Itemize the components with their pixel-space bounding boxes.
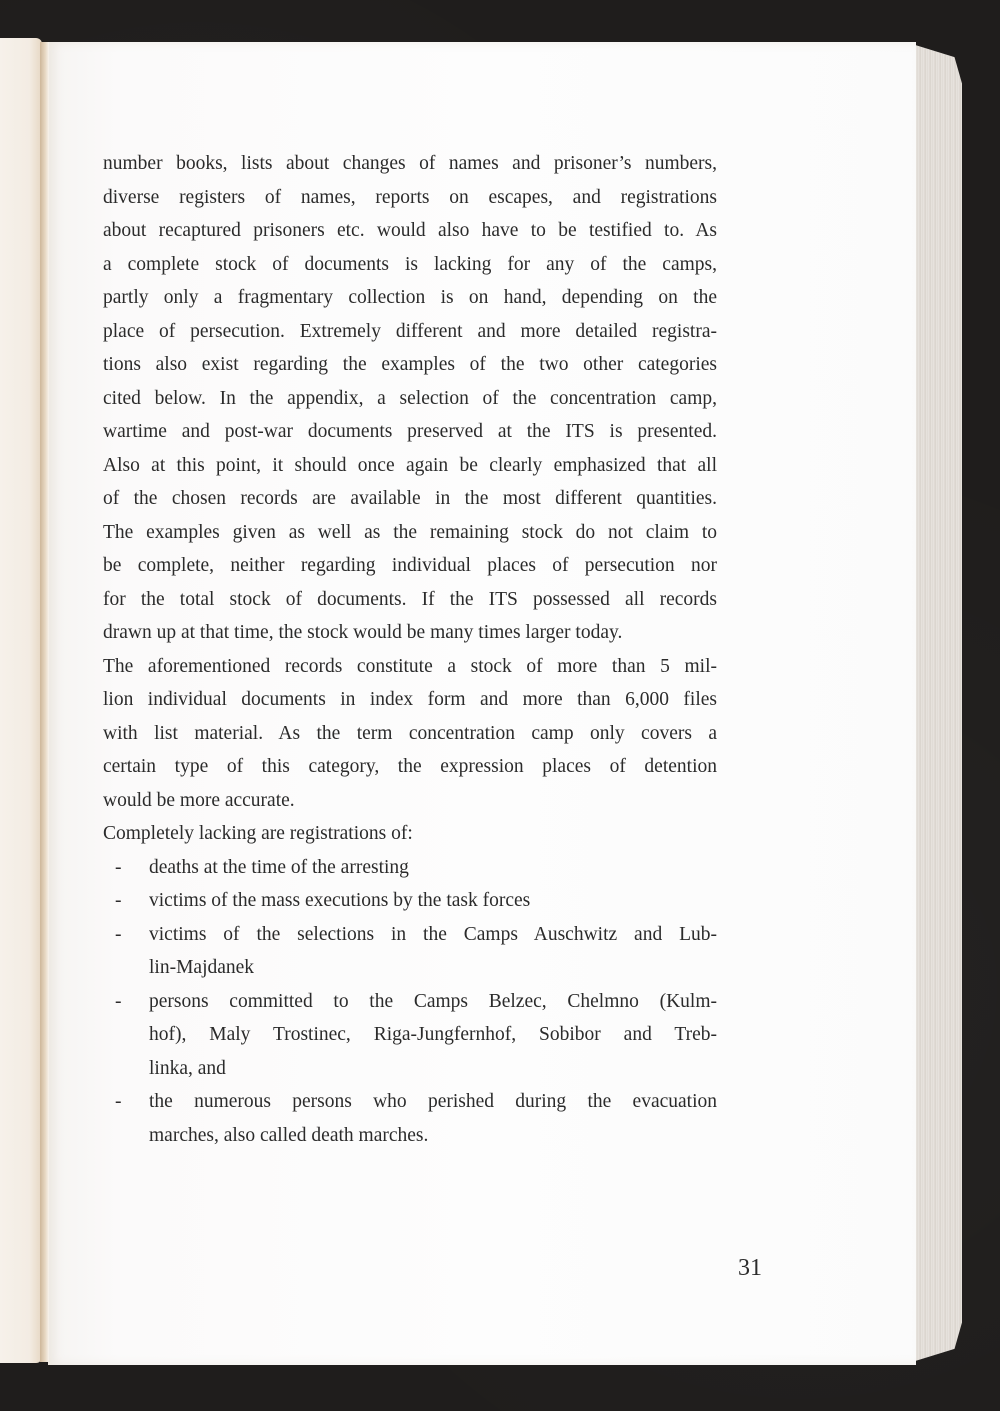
text-line: diverse registers of names, reports on escapes, and registrations [103,186,717,208]
list-item [103,1085,717,1152]
text-line: The examples given as well as the remaining stock do not claim to [103,521,717,543]
text-line: with list material. As the term concentration camp only covers a [103,722,717,744]
page-stack-edge [912,44,962,1362]
text-line: partly only a fragmentary collection is on hand, depending on the [103,287,717,308]
list-item [103,918,717,985]
text-line: be complete, neither regarding individual places of persecution nor [103,555,717,576]
text-line: The aforementioned records constitute a stock of more than 5 mil- [103,655,717,677]
dash-bullet-icon: - [115,856,122,878]
text-line: the numerous persons who perished during the evacuation [149,1091,717,1112]
left-page-edge [0,38,42,1363]
text-line: certain type of this category, the expression places of detention [103,756,717,777]
text-line: of the chosen records are available in the most different quantities. [103,488,717,509]
lacking-registrations-list [103,851,717,1153]
text-line: linka, and [149,1057,226,1079]
paragraph-1 [103,147,717,650]
list-item [103,884,717,918]
dash-bullet-icon: - [115,1091,122,1112]
text-line: marches, also called death marches. [149,1124,429,1146]
text-line: a complete stock of documents is lacking for any of the camps, [103,253,717,275]
list-item [103,985,717,1086]
text-line: Also at this point, it should once again be clearly emphasized that all [103,454,717,476]
text-line: victims of the mass executions by the task forces [149,890,531,911]
text-line: lin-Majdanek [149,957,255,978]
text-line: for the total stock of documents. If the ITS possessed all records [103,588,717,610]
paragraph-3 [103,817,717,851]
text-line: persons committed to the Camps Belzec, Chelmno (Kulm- [149,990,717,1012]
text-line: place of persecution. Extremely different and more detailed registra- [103,320,717,342]
text-line: number books, lists about changes of names and prisoner’s numbers, [103,153,717,174]
text-line: cited below. In the appendix, a selection of the concentration camp, [103,387,717,409]
book-gutter [40,42,49,1362]
text-line: victims of the selections in the Camps Auschwitz and Lub- [149,923,717,945]
text-line: deaths at the time of the arresting [149,856,409,878]
text-line: would be more accurate. [103,789,295,811]
dash-bullet-icon: - [115,890,122,911]
page-number: 31 [738,1255,762,1281]
dash-bullet-icon: - [115,923,122,945]
text-line: lion individual documents in index form and more than 6,000 files [103,689,717,710]
text-line: tions also exist regarding the examples of the two other categories [103,354,717,375]
list-intro: Completely lacking are registrations of: [103,823,413,844]
text-line: drawn up at that time, the stock would be many times larger today. [103,622,623,643]
page-body-text [103,147,717,1152]
text-line: hof), Maly Trostinec, Riga-Jungfernhof, Sobibor and Treb- [149,1024,717,1045]
text-line: about recaptured prisoners etc. would also have to be testified to. As [103,220,717,241]
list-item [103,851,717,885]
text-line: wartime and post-war documents preserved at the ITS is presented. [103,421,717,442]
paragraph-2 [103,650,717,818]
dash-bullet-icon: - [115,990,122,1012]
